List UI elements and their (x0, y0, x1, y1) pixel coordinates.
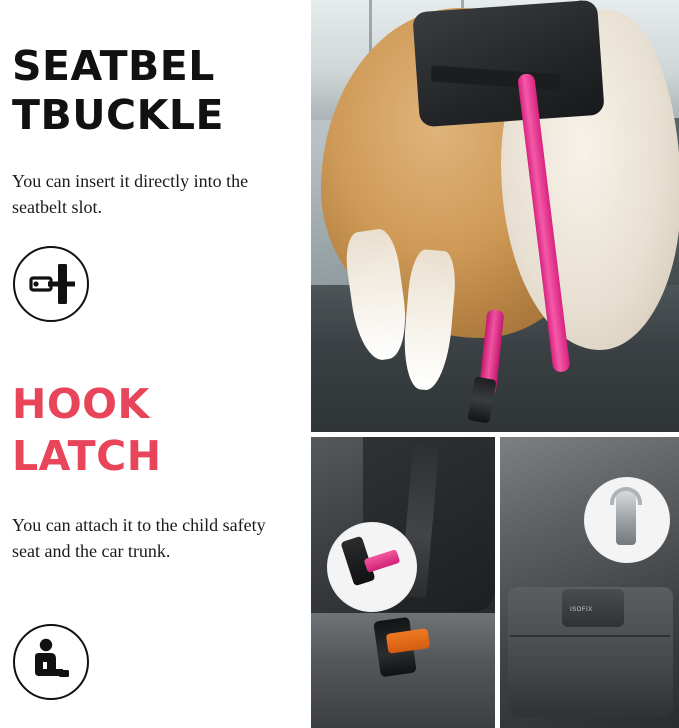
section-two-body-text: You can attach it to the child safety seat and the car trunk. (12, 515, 266, 561)
latch-anchor-photo (500, 437, 679, 728)
dog-harness (412, 0, 605, 127)
headline-two-line-1: HOOK (12, 380, 150, 428)
dog-in-car-trunk-photo (311, 0, 679, 432)
seatbelt-buckle-insert-icon (13, 246, 89, 322)
buckle-detail-inset (327, 522, 417, 612)
child-car-seat-icon (13, 624, 89, 700)
seatbelt-buckle-photo (311, 437, 495, 728)
section-two-headline (12, 378, 302, 482)
seatbelt-buckle-insert-icon-glyph (15, 248, 86, 319)
child-car-seat-icon-glyph (15, 626, 86, 697)
inset-latch-hook (610, 487, 642, 505)
inset-pink-strap (364, 549, 401, 573)
isofix-label: ISOFIX (570, 607, 593, 613)
section-one-body-text: You can insert it directly into the seatbelt slot. (12, 171, 249, 217)
left-text-column (0, 0, 305, 728)
headline-line-2: TBUCKLE (12, 91, 225, 139)
seat-stitch-seam (510, 635, 670, 637)
headline-line-1: SEATBEL (12, 42, 215, 90)
headline-two-line-2: LATCH (12, 432, 162, 480)
latch-hook-detail-inset (584, 477, 670, 563)
section-one-headline (12, 42, 302, 140)
